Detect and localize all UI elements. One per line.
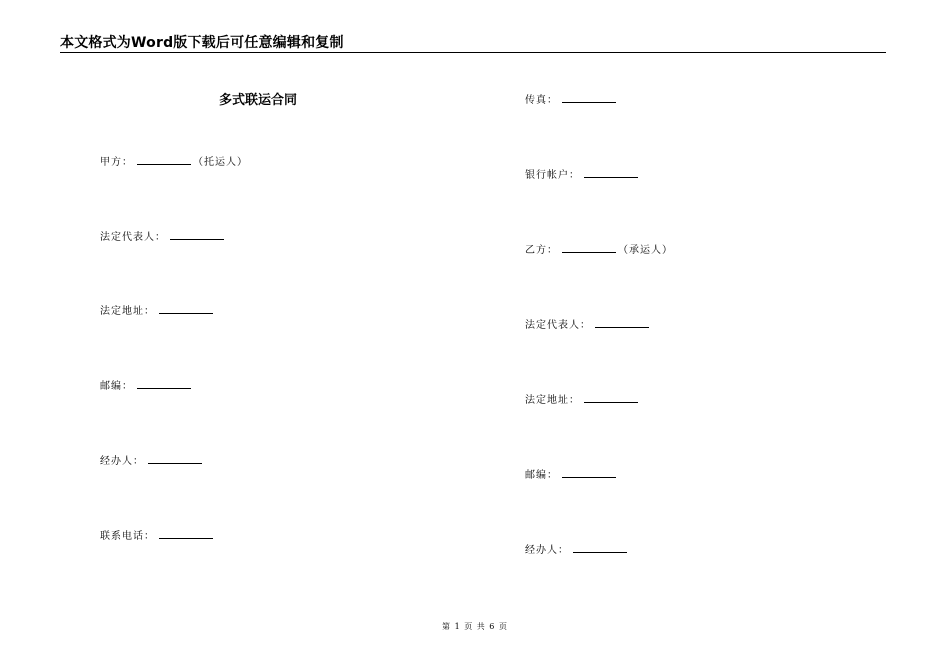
fill-blank[interactable] [584,392,638,403]
field-label: 乙方： [525,245,558,256]
field-fax [525,92,618,108]
fill-blank[interactable] [595,317,649,328]
field-label: 经办人： [525,545,569,556]
fill-blank[interactable] [148,453,202,464]
field-party-a-legal-address [100,303,215,319]
fill-blank[interactable] [562,92,616,103]
field-party-a-handler [100,453,204,469]
field-label: 邮编： [525,470,558,481]
field-party-a-legal-rep [100,229,226,245]
field-bank-account [525,167,640,183]
fill-blank[interactable] [584,167,638,178]
field-party-b-postcode [525,467,618,483]
header-text: 本文格式为Word版下载后可任意编辑和复制 [60,35,344,51]
fill-blank[interactable] [170,229,224,240]
fill-blank[interactable] [562,242,616,253]
field-party-b-legal-rep [525,317,651,333]
field-label: 法定代表人： [525,320,591,331]
field-party-b [525,242,673,258]
fill-blank[interactable] [573,542,627,553]
field-note: （承运人） [618,245,673,256]
field-label: 邮编： [100,381,133,392]
field-label: 银行帐户： [525,170,580,181]
field-label: 法定代表人： [100,232,166,243]
fill-blank[interactable] [137,154,191,165]
field-label: 法定地址： [100,306,155,317]
field-party-a [100,154,248,170]
field-party-a-postcode [100,378,193,394]
field-party-a-phone [100,528,215,544]
fill-blank[interactable] [137,378,191,389]
field-label: 传真： [525,95,558,106]
fill-blank[interactable] [562,467,616,478]
field-label: 经办人： [100,456,144,467]
field-note: （托运人） [193,157,248,168]
fill-blank[interactable] [159,528,213,539]
field-label: 联系电话： [100,531,155,542]
field-party-b-legal-address [525,392,640,408]
field-party-b-handler [525,542,629,558]
field-label: 法定地址： [525,395,580,406]
field-label: 甲方： [100,157,133,168]
page-footer: 第 1 页 共 6 页 [442,622,508,631]
page-header [60,34,886,53]
fill-blank[interactable] [159,303,213,314]
document-title: 多式联运合同 [219,93,298,108]
